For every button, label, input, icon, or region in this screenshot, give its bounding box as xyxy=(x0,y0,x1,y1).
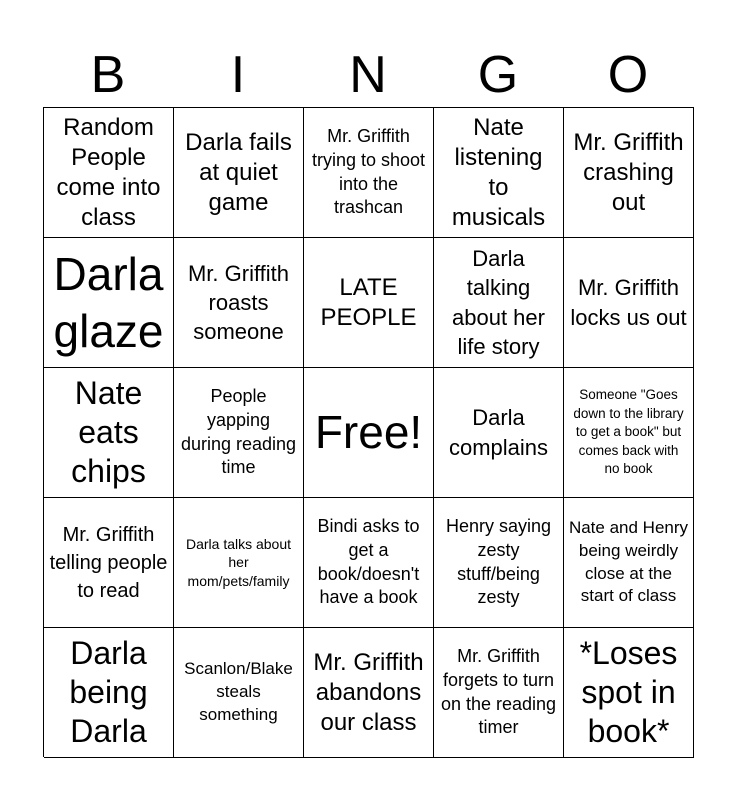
bingo-cell[interactable] xyxy=(564,108,694,238)
cell-text: Scanlon/Blake steals something xyxy=(184,659,293,724)
bingo-cell[interactable] xyxy=(44,498,174,628)
bingo-cell[interactable] xyxy=(304,498,434,628)
cell-text: Mr. Griffith crashing out xyxy=(573,128,684,216)
free-space-cell[interactable] xyxy=(304,368,434,498)
bingo-cell[interactable] xyxy=(564,628,694,758)
bingo-cell[interactable] xyxy=(174,368,304,498)
cell-text: Random People come into class xyxy=(56,113,161,231)
cell-text: Mr. Griffith locks us out xyxy=(570,275,687,330)
cell-text: Mr. Griffith forgets to turn on the reading timer xyxy=(440,645,557,738)
bingo-cell[interactable] xyxy=(304,108,434,238)
bingo-cell[interactable] xyxy=(564,368,694,498)
cell-text: People yapping during reading time xyxy=(180,385,297,478)
bingo-cell[interactable] xyxy=(44,238,174,368)
bingo-cell[interactable] xyxy=(434,238,564,368)
bingo-cell[interactable] xyxy=(434,108,564,238)
cell-text: Someone "Goes down to the library to get a book" but comes back with no book xyxy=(573,386,684,477)
cell-text: LATE PEOPLE xyxy=(320,273,417,331)
cell-text: Free! xyxy=(314,405,423,458)
bingo-cell[interactable] xyxy=(564,498,694,628)
bingo-cell[interactable] xyxy=(434,368,564,498)
cell-text: Bindi asks to get a book/doesn't have a book xyxy=(317,515,420,608)
header-letter-o: O xyxy=(607,46,649,104)
header-letter-g: G xyxy=(477,46,519,104)
cell-text: Darla talks about her mom/pets/family xyxy=(185,535,292,589)
cell-text: Darla talking about her life story xyxy=(452,246,545,359)
cell-text: Nate and Henry being weirdly close at the start of class xyxy=(568,517,689,606)
cell-text: Mr. Griffith roasts someone xyxy=(187,260,290,345)
cell-text: Mr. Griffith trying to shoot into the trashcan xyxy=(311,125,426,218)
cell-text: *Loses spot in book* xyxy=(579,634,678,750)
bingo-cell[interactable] xyxy=(44,368,174,498)
header-letter-n: N xyxy=(349,46,387,104)
bingo-cell[interactable] xyxy=(434,498,564,628)
header-letter-i: I xyxy=(230,46,246,104)
bingo-cell[interactable] xyxy=(174,498,304,628)
cell-text: Darla complains xyxy=(448,405,549,460)
bingo-cell[interactable] xyxy=(44,108,174,238)
bingo-cell[interactable] xyxy=(174,108,304,238)
cell-text: Darla fails at quiet game xyxy=(185,128,292,216)
bingo-cell[interactable] xyxy=(174,238,304,368)
cell-text: Nate eats chips xyxy=(71,374,146,490)
bingo-cell[interactable] xyxy=(44,628,174,758)
header-letter-b: B xyxy=(90,46,126,104)
cell-text: Mr. Griffith abandons our class xyxy=(313,648,424,736)
cell-text: Darla glaze xyxy=(53,247,164,357)
bingo-cell[interactable] xyxy=(564,238,694,368)
bingo-cell[interactable] xyxy=(174,628,304,758)
cell-text: Mr. Griffith telling people to read xyxy=(49,523,168,602)
bingo-header xyxy=(43,44,693,106)
cell-text: Darla being Darla xyxy=(69,634,148,750)
bingo-cell[interactable] xyxy=(434,628,564,758)
bingo-cell[interactable] xyxy=(304,238,434,368)
cell-text: Henry saying zesty stuff/being zesty xyxy=(445,515,552,608)
bingo-grid xyxy=(43,107,694,757)
cell-text: Nate listening to musicals xyxy=(451,113,546,231)
bingo-cell[interactable] xyxy=(304,628,434,758)
